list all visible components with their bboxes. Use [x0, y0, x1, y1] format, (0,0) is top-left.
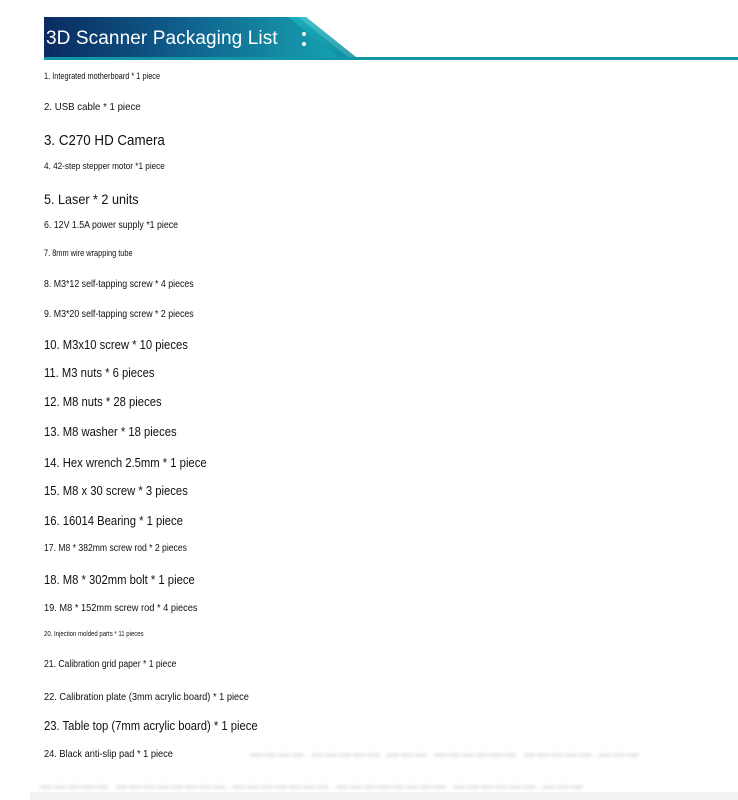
list-item: 21. Calibration grid paper * 1 piece [44, 659, 177, 670]
list-item: 13. M8 washer * 18 pieces [44, 424, 177, 439]
list-item: 14. Hex wrench 2.5mm * 1 piece [44, 455, 207, 470]
list-item: 11. M3 nuts * 6 pieces [44, 365, 155, 380]
list-item: 5. Laser * 2 units [44, 191, 139, 207]
list-item: 17. M8 * 382mm screw rod * 2 pieces [44, 543, 187, 554]
list-item: 19. M8 * 152mm screw rod * 4 pieces [44, 601, 198, 614]
list-item: 3. C270 HD Camera [44, 132, 165, 149]
ghost-text-background: ▬▬▬▬ ▬▬▬▬▬ ▬▬▬ ▬▬▬▬▬▬ ▬▬▬▬▬ ▬▬▬ ▬▬▬▬▬ ▬▬▬▬▬▬▬▬ ▬▬▬▬▬▬▬ ▬▬▬▬▬▬▬▬ ▬▬▬▬▬▬ ▬▬▬ [40, 746, 641, 792]
page-title: 3D Scanner Packaging List [46, 28, 278, 49]
list-item: 20. Injection molded parts * 11 pieces [44, 629, 144, 639]
list-item: 12. M8 nuts * 28 pieces [44, 394, 162, 409]
list-item: 22. Calibration plate (3mm acrylic board) * 1 piece [44, 690, 249, 703]
list-item: 7. 8mm wire wrapping tube [44, 247, 133, 258]
list-item: 8. M3*12 self-tapping screw * 4 pieces [44, 279, 194, 290]
list-item: 15. M8 x 30 screw * 3 pieces [44, 483, 188, 498]
list-item: 4. 42-step stepper motor *1 piece [44, 161, 165, 173]
header-banner [0, 0, 738, 70]
list-item: 23. Table top (7mm acrylic board) * 1 piece [44, 718, 258, 733]
list-item: 9. M3*20 self-tapping screw * 2 pieces [44, 309, 194, 320]
list-item: 18. M8 * 302mm bolt * 1 piece [44, 572, 195, 587]
dots-icon [302, 32, 308, 52]
list-item: 16. 16014 Bearing * 1 piece [44, 513, 183, 528]
bottom-strip [30, 792, 738, 800]
list-item: 2. USB cable * 1 piece [44, 100, 141, 113]
list-item: 24. Black anti-slip pad * 1 piece [44, 747, 173, 760]
list-item: 10. M3x10 screw * 10 pieces [44, 337, 188, 352]
list-item: 6. 12V 1.5A power supply *1 piece [44, 220, 179, 231]
list-item: 1. Integrated motherboard * 1 piece [44, 70, 161, 81]
